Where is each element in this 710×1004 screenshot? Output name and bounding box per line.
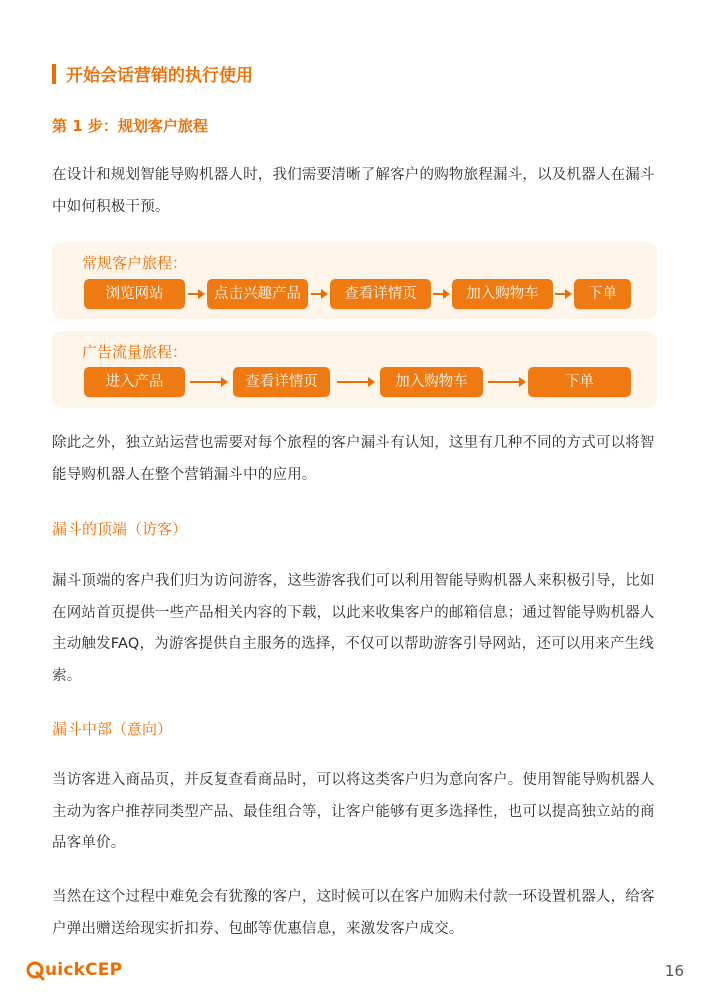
arrow-icon: [311, 288, 329, 300]
funnel-intro-paragraph: 除此之外，独立站运营也需要对每个旅程的客户漏斗有认知，这里有几种不同的方式可以将智能导购机器人在整个营销漏斗中的应用。: [52, 435, 655, 483]
step1-heading: 第 1 步：规划客户旅程: [52, 117, 208, 135]
funnel-top-paragraph: 漏斗顶端的客户我们归为访问游客，这些游客我们可以利用智能导购机器人来积极引导，比如在网站首页提供一些产品相关内容的下载，以此来收集客户的邮箱信息；通过智能导购机器人主动触发FAQ，为游客提供自主服务的选择，不仅可以帮助游客引导网站，还可以用来产生线索。: [52, 573, 655, 684]
ad-step-add-cart: 加入购物车: [380, 367, 483, 397]
arrow-icon: [337, 376, 377, 388]
logo-q-icon: [26, 960, 45, 981]
arrow-icon: [188, 288, 206, 300]
funnel-middle-heading: 漏斗中部（意向）: [52, 720, 173, 738]
quickcep-logo: [26, 958, 122, 982]
ad-journey-box: [52, 331, 657, 408]
ad-step-view-detail: 查看详情页: [233, 367, 330, 397]
regular-step-view-detail: 查看详情页: [330, 279, 431, 309]
ad-journey-label: 广告流量旅程：: [82, 343, 188, 361]
intro-paragraph: 在设计和规划智能导购机器人时，我们需要清晰了解客户的购物旅程漏斗，以及机器人在漏斗中如何积极干预。: [52, 167, 655, 215]
regular-step-click-product: 点击兴趣产品: [207, 279, 308, 309]
arrow-icon: [433, 288, 451, 300]
regular-journey-label: 常规客户旅程：: [82, 254, 188, 272]
funnel-middle-paragraph-1: 当访客进入商品页，并反复查看商品时，可以将这类客户归为意向客户。使用智能导购机器人主动为客户推荐同类型产品、最佳组合等，让客户能够有更多选择性，也可以提高独立站的商品客单价。: [52, 772, 655, 851]
regular-journey-box: [52, 242, 657, 319]
arrow-icon: [488, 376, 528, 388]
section-title-text: 开始会话营销的执行使用: [66, 66, 253, 86]
logo-cep-text: CEP: [85, 960, 123, 980]
arrow-icon: [555, 288, 573, 300]
logo-quick-text: uick: [45, 960, 86, 980]
regular-step-browse: 浏览网站: [84, 279, 185, 309]
ad-step-order: 下单: [528, 367, 631, 397]
funnel-top-heading: 漏斗的顶端（访客）: [52, 520, 188, 538]
regular-step-order: 下单: [574, 279, 631, 309]
title-accent-bar: [52, 64, 56, 84]
regular-step-add-cart: 加入购物车: [452, 279, 553, 309]
ad-step-enter-product: 进入产品: [84, 367, 185, 397]
funnel-middle-paragraph-2: 当然在这个过程中难免会有犹豫的客户，这时候可以在客户加购未付款一环设置机器人，给客户弹出赠送给现实折扣券、包邮等优惠信息，来激发客户成交。: [52, 889, 655, 937]
arrow-icon: [190, 376, 230, 388]
page-number: 16: [664, 962, 684, 980]
section-title: [52, 61, 253, 86]
